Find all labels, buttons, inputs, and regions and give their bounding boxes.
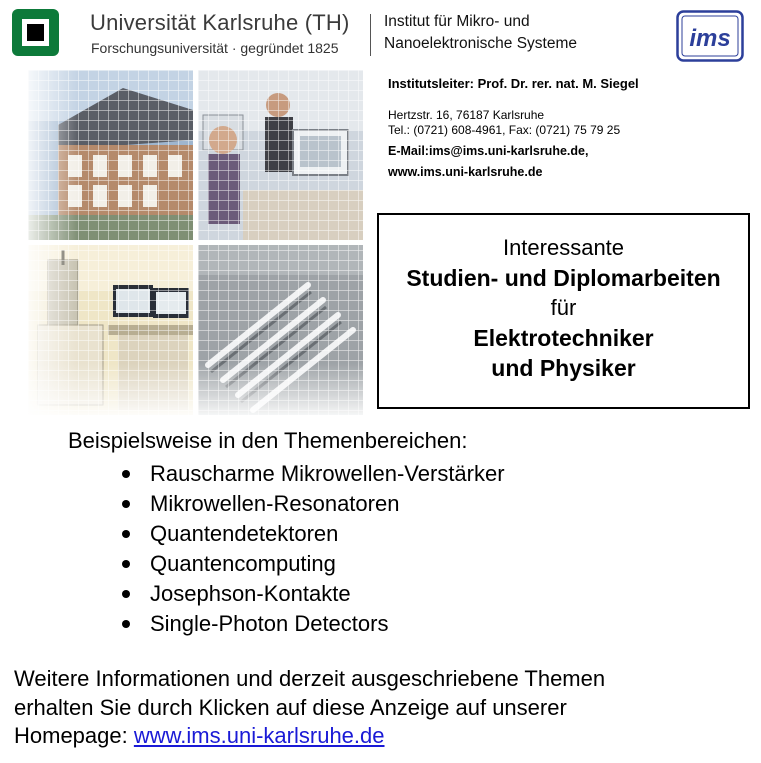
topics-list (118, 459, 505, 639)
footer-prefix: Homepage: (14, 723, 134, 748)
offer-line-5: und Physiker (491, 355, 636, 381)
header-divider (370, 14, 371, 56)
institute-head: Institutsleiter: Prof. Dr. rer. nat. M. Siegel (388, 76, 639, 91)
topic-label: Rauscharme Mikrowellen-Verstärker (150, 461, 505, 486)
institute-name-line1: Institut für Mikro- und (384, 13, 530, 30)
bullet-icon (122, 530, 130, 538)
topic-label: Single-Photon Detectors (150, 611, 389, 636)
footer-line-2: erhalten Sie durch Klicken auf diese Anzeige auf unserer (14, 694, 567, 720)
university-logo (12, 9, 59, 56)
university-subtitle: Forschungsuniversität · gegründet 1825 (91, 40, 339, 56)
email: E-Mail:ims@ims.uni-karlsruhe.de, (388, 144, 589, 158)
bullet-icon (122, 590, 130, 598)
topic-item (118, 549, 505, 579)
topic-label: Josephson-Kontakte (150, 581, 351, 606)
topics-intro: Beispielsweise in den Themenbereichen: (68, 428, 468, 453)
footer-line-3 (14, 722, 605, 751)
offer-line-3: für (550, 295, 577, 320)
bullet-icon (122, 560, 130, 568)
address: Hertzstr. 16, 76187 Karlsruhe (388, 108, 545, 122)
university-name: Universität Karlsruhe (TH) (90, 10, 350, 35)
offer-line-1: Interessante (502, 235, 625, 260)
bullet-icon (122, 470, 130, 478)
offer-box (377, 213, 750, 409)
institute-name-line2: Nanoelektronische Systeme (384, 35, 577, 52)
website: www.ims.uni-karlsruhe.de (388, 165, 543, 179)
offer-line-2: Studien- und Diplomarbeiten (406, 265, 721, 291)
topic-label: Mikrowellen-Resonatoren (150, 491, 400, 516)
topic-item (118, 609, 505, 639)
homepage-link[interactable]: www.ims.uni-karlsruhe.de (133, 723, 385, 748)
topic-item (118, 579, 505, 609)
phone-fax: Tel.: (0721) 608-4961, Fax: (0721) 75 79 25 (388, 123, 621, 137)
footer-line-1: Weitere Informationen und derzeit ausgeschriebene Themen (14, 666, 606, 691)
offer-line-4: Elektrotechniker (473, 325, 654, 351)
topic-item (118, 489, 505, 519)
ims-logo-text: ims (689, 25, 731, 52)
bullet-icon (122, 620, 130, 628)
topic-item (118, 459, 505, 489)
topic-label: Quantencomputing (150, 551, 336, 576)
ims-logo (676, 10, 744, 62)
bullet-icon (122, 500, 130, 508)
footer-text (14, 665, 605, 751)
photo-collage (28, 70, 363, 415)
topic-item (118, 519, 505, 549)
topic-label: Quantendetektoren (150, 521, 339, 546)
